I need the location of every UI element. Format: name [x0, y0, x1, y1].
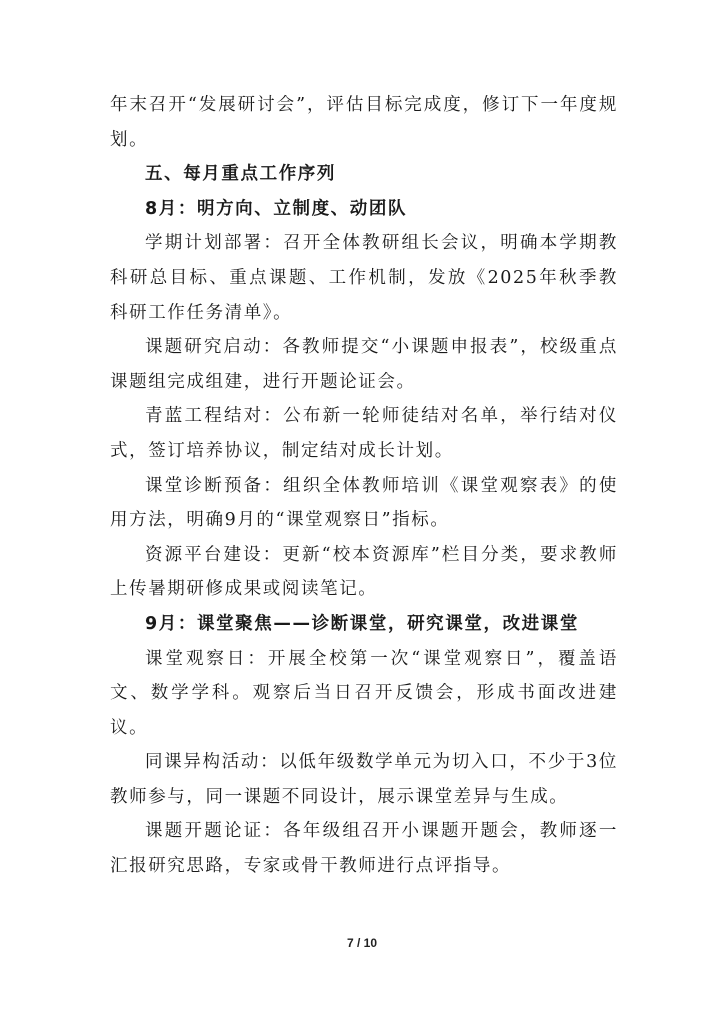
paragraph-topic-proposal: 课题开题论证：各年级组召开小课题开题会，教师逐一汇报研究思路，专家或骨干教师进行点评指导。: [110, 821, 618, 877]
page-number: 7 / 10: [346, 936, 378, 950]
subheading-september: 9月：课堂聚焦——诊断课堂，研究课堂，改进课堂: [145, 613, 579, 634]
paragraph-classroom-diagnosis: 课堂诊断预备：组织全体教师培训《课堂观察表》的使用方法，明确9月的“课堂观察日”指标。: [110, 475, 618, 531]
paragraph-same-topic-lessons: 同课异构活动：以低年级数学单元为切入口，不少于3位教师参与，同一课题不同设计，展示课堂差异与生成。: [110, 752, 618, 807]
section-heading-monthly-work: 五、每月重点工作序列: [145, 164, 336, 185]
paragraph-annual-review: 年末召开“发展研讨会”，评估目标完成度，修订下一年度规划。: [110, 95, 618, 150]
paragraph-research-launch: 课题研究启动：各教师提交“小课题申报表”，校级重点课题组完成组建，进行开题论证会。: [110, 337, 618, 392]
paragraph-resource-platform: 资源平台建设：更新“校本资源库”栏目分类，要求教师上传暑期研修成果或阅读笔记。: [110, 544, 618, 600]
subheading-august: 8月：明方向、立制度、动团队: [145, 198, 408, 219]
paragraph-mentor-pairing: 青蓝工程结对：公布新一轮师徒结对名单，举行结对仪式，签订培养协议，制定结对成长计划。: [110, 406, 618, 461]
paragraph-semester-plan: 学期计划部署：召开全体教研组长会议，明确本学期教科研总目标、重点课题、工作机制，发放《2025年秋季教科研工作任务清单》。: [110, 233, 618, 323]
document-body: [110, 88, 618, 884]
paragraph-observation-day: 课堂观察日：开展全校第一次“课堂观察日”，覆盖语文、数学学科。观察后当日召开反馈会，形成书面改进建议。: [110, 648, 618, 738]
